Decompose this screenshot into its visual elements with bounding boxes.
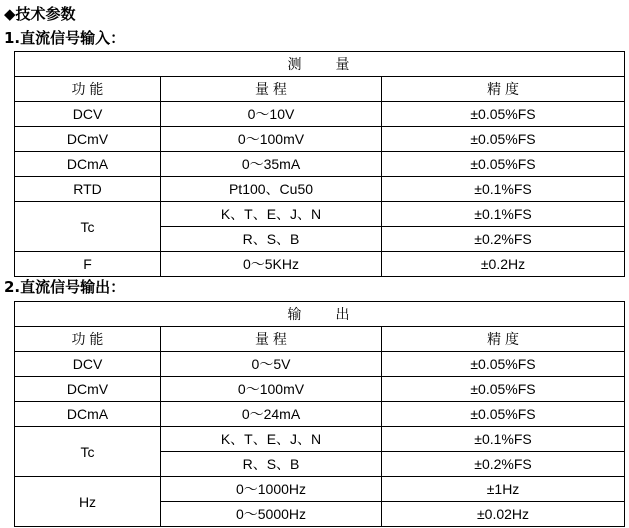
accuracy-cell: ±0.1%FS: [382, 177, 625, 202]
column-header-range: 量 程: [161, 327, 382, 352]
range-cell: 0～5KHz: [161, 252, 382, 277]
function-cell: Tc: [15, 202, 161, 252]
input-heading: 1.直流信号输入：: [4, 29, 126, 47]
range-cell: 0～10V: [161, 102, 382, 127]
function-cell: DCmA: [15, 152, 161, 177]
accuracy-cell: ±0.05%FS: [382, 102, 625, 127]
function-cell: Hz: [15, 477, 161, 527]
table-header-row: [15, 302, 625, 327]
accuracy-cell: ±0.05%FS: [382, 127, 625, 152]
accuracy-cell: ±0.02Hz: [382, 502, 625, 527]
accuracy-cell: ±0.2%FS: [382, 452, 625, 477]
table-column-row: [15, 327, 625, 352]
range-cell: R、S、B: [161, 452, 382, 477]
accuracy-cell: ±0.1%FS: [382, 427, 625, 452]
output-heading: 2.直流信号输出：: [4, 278, 126, 296]
table-row: [15, 477, 625, 502]
function-cell: DCmA: [15, 402, 161, 427]
table-row: [15, 102, 625, 127]
range-cell: 0～5V: [161, 352, 382, 377]
accuracy-cell: ±0.05%FS: [382, 377, 625, 402]
output-header: 输 出: [15, 302, 625, 327]
function-cell: RTD: [15, 177, 161, 202]
table-row: [15, 427, 625, 452]
output-table: [14, 301, 625, 527]
range-cell: 0～100mV: [161, 377, 382, 402]
range-cell: 0～5000Hz: [161, 502, 382, 527]
measure-header: 测 量: [15, 52, 625, 77]
table-row: [15, 177, 625, 202]
function-cell: F: [15, 252, 161, 277]
range-cell: Pt100、Cu50: [161, 177, 382, 202]
range-cell: 0～35mA: [161, 152, 382, 177]
input-table: [14, 51, 625, 277]
accuracy-cell: ±0.05%FS: [382, 352, 625, 377]
table-column-row: [15, 77, 625, 102]
table-row: [15, 127, 625, 152]
accuracy-cell: ±0.1%FS: [382, 202, 625, 227]
range-cell: 0～1000Hz: [161, 477, 382, 502]
table-row: [15, 402, 625, 427]
accuracy-cell: ±0.05%FS: [382, 152, 625, 177]
accuracy-cell: ±0.05%FS: [382, 402, 625, 427]
column-header-function: 功 能: [15, 327, 161, 352]
column-header-function: 功 能: [15, 77, 161, 102]
table-row: [15, 202, 625, 227]
function-cell: Tc: [15, 427, 161, 477]
range-cell: 0～24mA: [161, 402, 382, 427]
table-row: [15, 252, 625, 277]
table-header-row: [15, 52, 625, 77]
accuracy-cell: ±0.2Hz: [382, 252, 625, 277]
column-header-range: 量 程: [161, 77, 382, 102]
function-cell: DCmV: [15, 377, 161, 402]
function-cell: DCV: [15, 352, 161, 377]
column-header-accuracy: 精 度: [382, 327, 625, 352]
table-row: [15, 377, 625, 402]
range-cell: K、T、E、J、N: [161, 427, 382, 452]
table-row: [15, 152, 625, 177]
range-cell: 0～100mV: [161, 127, 382, 152]
function-cell: DCV: [15, 102, 161, 127]
section-title: ◆技术参数: [4, 5, 76, 23]
column-header-accuracy: 精 度: [382, 77, 625, 102]
accuracy-cell: ±0.2%FS: [382, 227, 625, 252]
function-cell: DCmV: [15, 127, 161, 152]
range-cell: R、S、B: [161, 227, 382, 252]
range-cell: K、T、E、J、N: [161, 202, 382, 227]
accuracy-cell: ±1Hz: [382, 477, 625, 502]
table-row: [15, 352, 625, 377]
